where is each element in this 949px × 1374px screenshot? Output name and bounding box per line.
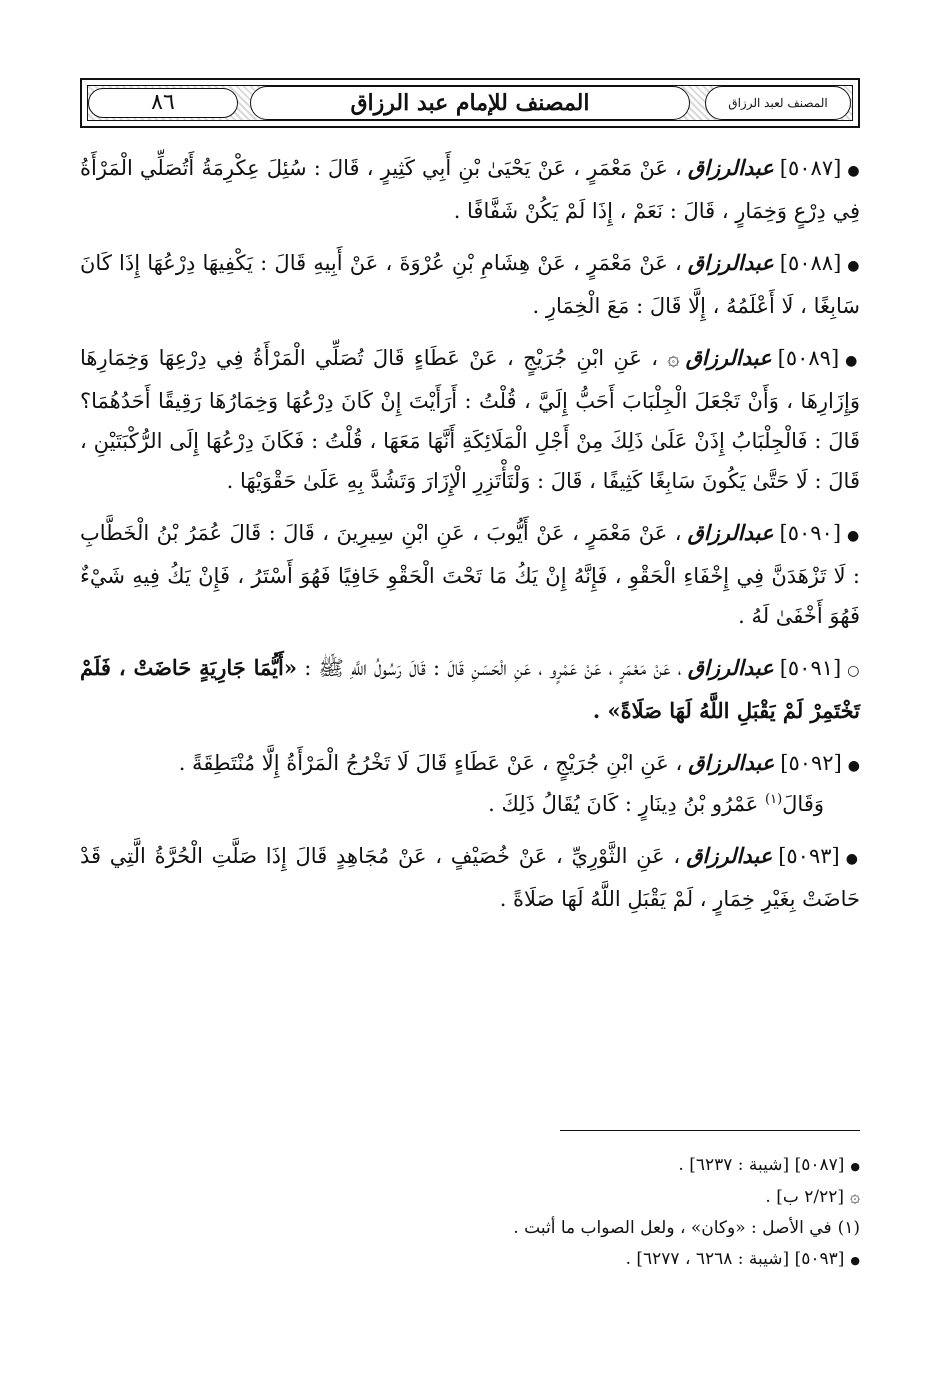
entry-number: [٥٠٩٠] xyxy=(779,521,842,545)
footnote-line xyxy=(80,1213,860,1244)
footnote-line xyxy=(80,1182,860,1213)
entry-text: ، عَنْ مَعْمَرٍ ، عَنْ عَمْرٍو ، عَنِ الْحَسَنِ قَالَ : قَالَ رَسُولُ اللَّهِ ﷺ : xyxy=(304,656,682,680)
entry-text: ، عَنْ مَعْمَرٍ ، عَنْ هِشَامِ بْنِ عُرْوَةَ ، عَنْ أَبِيهِ قَالَ : يَكْفِيهَا دِرْعُهَا إِذَا كَانَ سَابِغًا ، لَا أَعْلَمُهُ ، إِلَّا قَالَ : مَعَ الْخِمَارِ . xyxy=(80,251,860,318)
page-number: ٨٦ xyxy=(151,90,175,115)
entry-marker: ● xyxy=(845,353,860,369)
entry-5088 xyxy=(80,243,860,326)
hadith-quote: «أَيُّمَا جَارِيَةٍ حَاضَتْ ، فَلَمْ تَخْتَمِرْ لَمْ يَقْبَلِ اللَّهُ لَهَا صَلَاةً» . xyxy=(80,655,860,723)
entry-number: [٥٠٩١] xyxy=(779,656,842,680)
footnote-text: [٥٠٩٣] [شيبة : ٦٢٦٨ ، ٦٢٧٧] . xyxy=(625,1249,845,1269)
footnote-text: [٥٠٨٧] [شيبة : ٦٢٣٧] . xyxy=(678,1155,845,1175)
logo-text: المصنف لعبد الرزاق xyxy=(728,96,828,110)
entry-5091 xyxy=(80,648,860,731)
footnote-ref[interactable]: (١) xyxy=(765,792,783,807)
entry-source: عبدالرزاق xyxy=(687,250,774,275)
continuation-text: وَقَالَ xyxy=(782,792,824,816)
footnote-marker: ۞ xyxy=(850,1187,860,1207)
footnote-divider xyxy=(560,1130,860,1131)
entry-text: ، عَنِ ابْنِ جُرَيْجٍ ، عَنْ عَطَاءٍ قَالَ لَا تَخْرُجُ الْمَرْأَةُ إِلَّا مُنْتَطِقَةً . xyxy=(178,751,683,775)
entry-number: [٥٠٨٧] xyxy=(779,156,842,180)
entry-number: [٥٠٩٣] xyxy=(778,844,840,868)
footnote-text: [٢/٢٢ ب] . xyxy=(765,1187,845,1207)
entry-source: عبدالرزاق xyxy=(688,750,775,775)
entry-5093 xyxy=(80,836,860,919)
entry-marker: ● xyxy=(847,163,860,179)
footnote-line xyxy=(80,1244,860,1276)
entry-text: ، عَنْ مَعْمَرٍ ، عَنْ يَحْيَىٰ بْنِ أَبِي كَثِيرٍ ، قَالَ : سُئِلَ عِكْرِمَةُ أَتُصَلِّي الْمَرْأَةُ فِي دِرْعٍ وَخِمَارٍ ، قَالَ : نَعَمْ ، إِذَا لَمْ يَكُنْ شَفَّافًا . xyxy=(80,156,860,223)
entry-marker: ● xyxy=(845,851,860,867)
footnotes xyxy=(80,1150,860,1276)
main-text xyxy=(80,148,860,931)
entry-number: [٥٠٨٨] xyxy=(779,251,842,275)
footnote-marker: ● xyxy=(850,1254,860,1267)
footnote-marker: (١) xyxy=(837,1218,860,1238)
footnote-marker: ● xyxy=(850,1160,860,1173)
entry-5087 xyxy=(80,148,860,231)
entry-5092-continuation xyxy=(80,780,860,824)
entry-marker: ○ xyxy=(847,663,860,679)
entry-number: [٥٠٨٩] xyxy=(777,346,840,370)
continuation-text: عَمْرُو بْنُ دِينَارٍ : كَانَ يُقَالُ ذَلِكَ . xyxy=(488,792,759,816)
entry-text: ۞ ، عَنِ ابْنِ جُرَيْجٍ ، عَنْ عَطَاءٍ قَالَ تُصَلِّي الْمَرْأَةُ فِي دِرْعِهَا وَخِمَارِهَا وَإِزَارِهَا ، وَأَنْ تَجْعَلَ الْجِلْبَابَ أَحَبُّ إِلَيَّ ، قُلْتُ : أَرَأَيْتَ إِنْ كَانَ دِرْعُهَا وَخِمَارُهَا رَقِيقًا أَحَدُهُمَا؟ قَالَ : فَالْجِلْبَابُ إِذَنْ عَلَىٰ ذَلِكَ مِنْ أَجْلِ الْمَلَائِكَةِ أَنَّهَا مَعَهَا ، قُلْتُ : فَكَانَ دِرْعُهَا إِلَى الرُّكْبَتَيْنِ ، قَالَ : لَا حَتَّىٰ يَكُونَ سَابِغًا كَثِيفًا ، قَالَ : وَلْتَأْتَزِرِ الْإِزَارَ وَتَشُدَّ بِهِ عَلَىٰ حَقْوَيْهَا . xyxy=(80,346,860,493)
entry-source: عبدالرزاق xyxy=(687,520,774,545)
entry-source: عبدالرزاق xyxy=(687,155,774,180)
entry-text: ، عَنْ مَعْمَرٍ ، عَنْ أَيُّوبَ ، عَنِ ابْنِ سِيرِينَ ، قَالَ : قَالَ عُمَرُ بْنُ الْخَطَّابِ : لَا تَزْهَدَنَّ فِي إِخْفَاءِ الْحَقْوِ ، فَإِنَّهُ إِنْ يَكُ مَا تَحْتَ الْحَقْوِ خَافِيًا فَهُوَ أَسْتَرُ ، فَإِنْ يَكُ فِيهِ شَيْءٌ فَهُوَ أَخْفَىٰ لَهُ . xyxy=(80,521,860,628)
page-header xyxy=(80,78,860,128)
entry-source: عبدالرزاق xyxy=(686,843,773,868)
footnote-text: في الأصل : «وكان» ، ولعل الصواب ما أثبت . xyxy=(513,1218,832,1238)
book-title: المصنف للإمام عبد الرزاق xyxy=(350,90,590,116)
entry-marker: ● xyxy=(847,758,860,774)
entry-number: [٥٠٩٢] xyxy=(780,751,842,775)
entry-source: عبدالرزاق xyxy=(687,655,774,680)
entry-marker: ● xyxy=(847,258,860,274)
footnote-line xyxy=(80,1150,860,1182)
entry-5090 xyxy=(80,513,860,636)
entry-marker: ● xyxy=(847,528,861,544)
entry-text: ، عَنِ الثَّوْرِيِّ ، عَنْ خُصَيْفٍ ، عَنْ مُجَاهِدٍ قَالَ إِذَا صَلَّتِ الْحُرَّةُ الَّتِي قَدْ حَاضَتْ بِغَيْرِ خِمَارٍ ، لَمْ يَقْبَلِ اللَّهُ لَهَا صَلَاةً . xyxy=(80,844,860,911)
entry-5089 xyxy=(80,338,860,501)
entry-source: عبدالرزاق xyxy=(685,345,772,370)
